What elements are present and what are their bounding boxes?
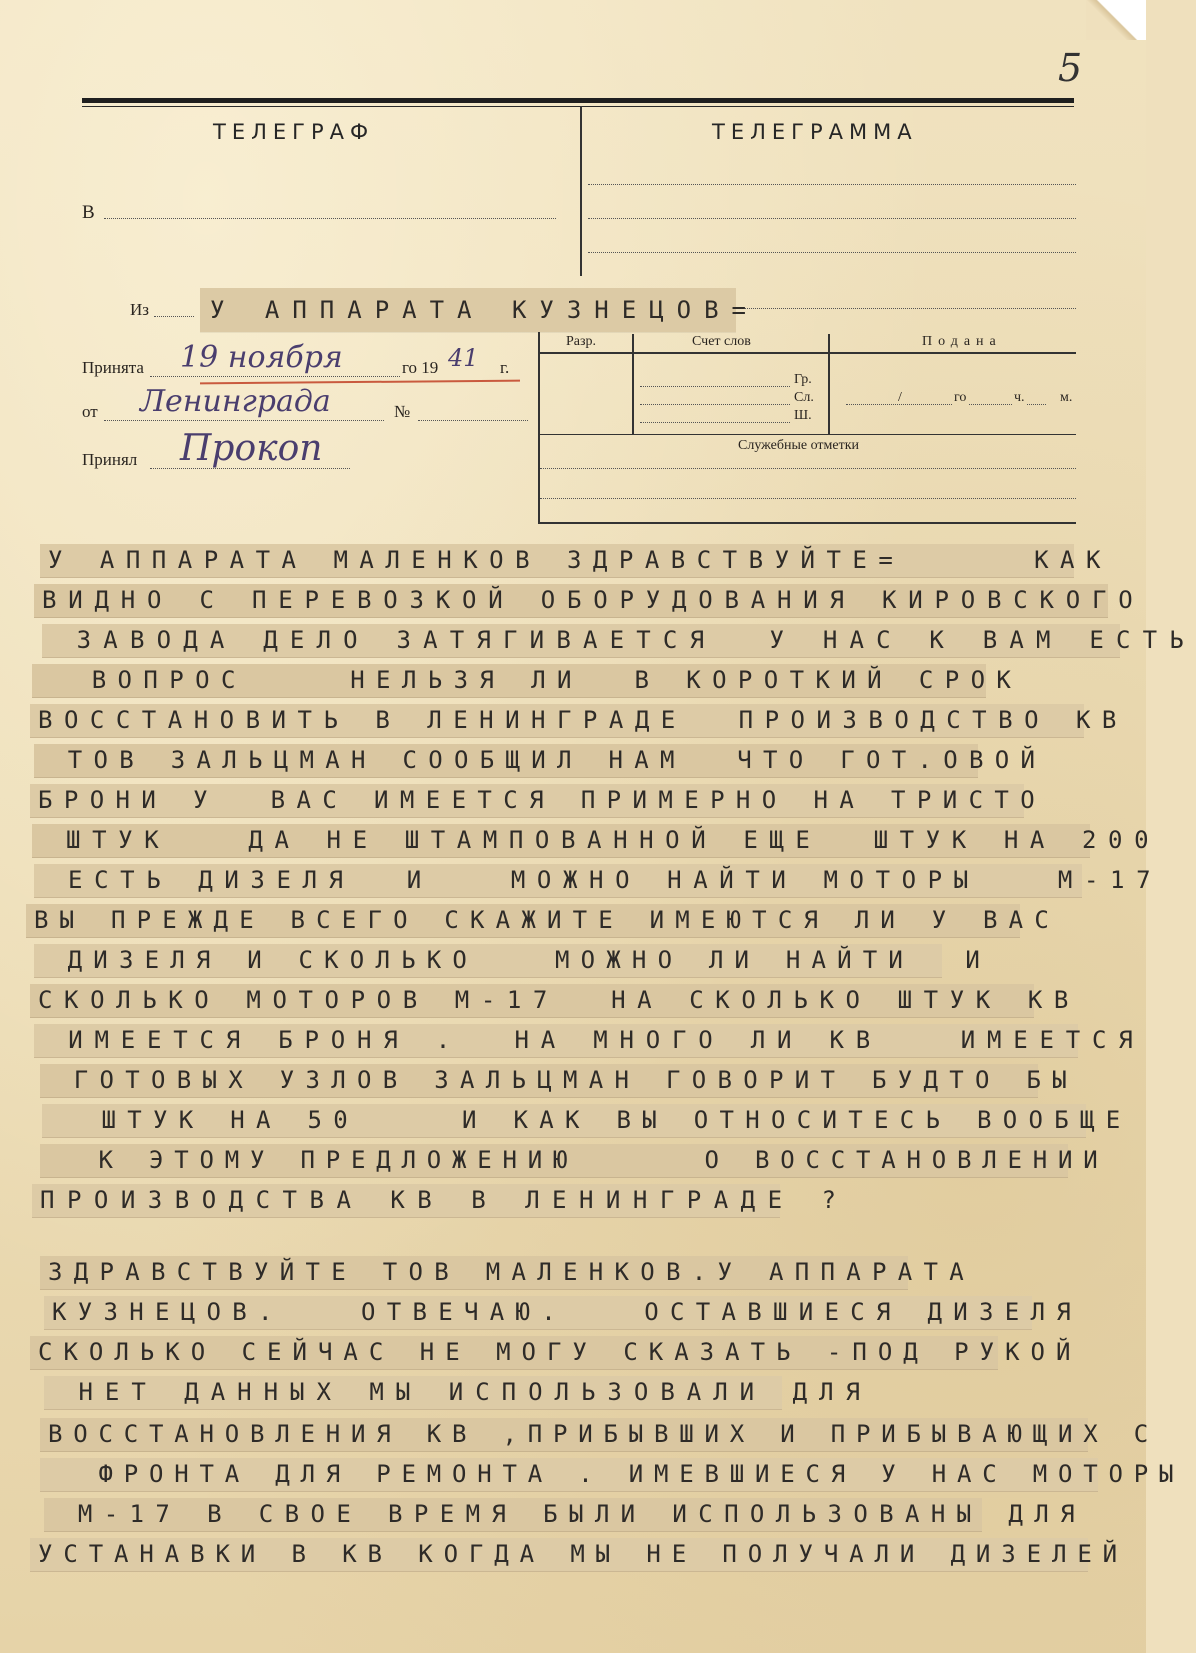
handwritten-date: 19 ноября <box>180 340 343 375</box>
tape-line-19: КУЗНЕЦОВ. ОТВЕЧАЮ. ОСТАВШИЕСЯ ДИЗЕЛЯ <box>44 1296 1032 1330</box>
form-top-rule-thin <box>82 106 1074 107</box>
podana-ch: ч. <box>1014 390 1025 405</box>
col-razr: Разр. <box>566 334 597 349</box>
field-ot-line <box>104 420 384 421</box>
tape-line-20: СКОЛЬКО СЕЙЧАС НЕ МОГУ СКАЗАТЬ -ПОД РУКОЙ <box>30 1336 998 1370</box>
field-iz-line-right <box>730 308 1076 309</box>
tape-line-5: ВОССТАНОВИТЬ В ЛЕНИНГРАДЕ ПРОИЗВОДСТВО КВ <box>30 704 1084 738</box>
service-box-top <box>538 352 1076 354</box>
page-number: 5 <box>1058 46 1083 90</box>
row-gr: Гр. <box>794 372 812 387</box>
tape-line-22: ВОССТАНОВЛЕНИЯ КВ ,ПРИБЫВШИХ И ПРИБЫВАЮЩИХ С <box>40 1418 1088 1452</box>
row-sl: Сл. <box>794 390 814 405</box>
podana-slash: / <box>898 390 902 405</box>
service-box-left <box>538 332 540 524</box>
sh-line <box>640 422 790 423</box>
page-corner <box>1086 0 1146 40</box>
podana-go: го <box>954 390 967 405</box>
tape-line-17: ПРОИЗВОДСТВА КВ В ЛЕНИНГРАДЕ ? <box>32 1184 780 1218</box>
tape-line-9: ЕСТЬ ДИЗЕЛЯ И МОЖНО НАЙТИ МОТОРЫ М-17 <box>34 864 1082 898</box>
tape-line-3: ЗАВОДА ДЕЛО ЗАТЯГИВАЕТСЯ У НАС К ВАМ ЕСТЬ <box>42 624 1120 658</box>
tape-line-8: ШТУК ДА НЕ ШТАМПОВАННОЙ ЕЩЕ ШТУК НА 200 <box>32 824 1090 858</box>
tape-line-1: У АППАРАТА МАЛЕНКОВ ЗДРАВСТВУЙТЕ= КАК <box>40 544 1074 578</box>
tape-line-21: НЕТ ДАННЫХ МЫ ИСПОЛЬЗОВАЛИ ДЛЯ <box>44 1376 782 1410</box>
service-col-div-1 <box>632 334 634 434</box>
label-g: г. <box>500 358 510 377</box>
field-v-line <box>104 218 556 219</box>
label-prinyal: Принял <box>82 450 138 469</box>
tape-line-25: УСТАНАВКИ В КВ КОГДА МЫ НЕ ПОЛУЧАЛИ ДИЗЕЛЕЙ <box>30 1538 1088 1572</box>
header-tape: У АППАРАТА КУЗНЕЦОВ= <box>200 288 736 332</box>
addr-line-1 <box>588 184 1076 185</box>
tape-line-15: ШТУК НА 50 И КАК ВЫ ОТНОСИТЕСЬ ВООБЩЕ <box>42 1104 1086 1138</box>
field-iz-line <box>154 316 194 317</box>
label-v: В <box>82 202 95 223</box>
addr-line-2 <box>588 218 1076 219</box>
form-top-rule <box>82 98 1074 103</box>
field-prinyata-line <box>150 376 400 377</box>
gr-line <box>640 386 790 387</box>
handwritten-year: 41 <box>448 344 479 372</box>
field-no-line <box>418 420 528 421</box>
label-ot: от <box>82 402 98 421</box>
service-box-bottom <box>538 522 1076 524</box>
label-go: го 19 <box>402 358 439 377</box>
tape-line-24: М-17 В СВОЕ ВРЕМЯ БЫЛИ ИСПОЛЬЗОВАНЫ ДЛЯ <box>44 1498 982 1532</box>
service-note-line-2 <box>540 498 1076 499</box>
tape-line-2: ВИДНО С ПЕРЕВОЗКОЙ ОБОРУДОВАНИЯ КИРОВСКОГО <box>34 584 1108 618</box>
addr-line-3 <box>588 252 1076 253</box>
handwritten-signature: Прокоп <box>180 428 323 469</box>
col-podana: Подана <box>922 334 1002 349</box>
tape-line-23: ФРОНТА ДЛЯ РЕМОНТА . ИМЕВШИЕСЯ У НАС МОТОРЫ <box>40 1458 1098 1492</box>
handwritten-city: Ленинграда <box>140 384 331 419</box>
tape-line-7: БРОНИ У ВАС ИМЕЕТСЯ ПРИМЕРНО НА ТРИСТО <box>30 784 1024 818</box>
podana-m: м. <box>1060 390 1073 405</box>
row-sh: Ш. <box>794 408 812 423</box>
sluzhebnye-otmetki: Служебные отметки <box>738 438 859 453</box>
tape-line-11: ДИЗЕЛЯ И СКОЛЬКО МОЖНО ЛИ НАЙТИ И <box>34 944 942 978</box>
sl-line <box>640 404 790 405</box>
tape-line-12: СКОЛЬКО МОТОРОВ М-17 НА СКОЛЬКО ШТУК КВ <box>30 984 1034 1018</box>
form-column-divider <box>580 106 582 276</box>
header-telegramma: ТЕЛЕГРАММА <box>712 120 918 144</box>
tape-line-4: ВОПРОС НЕЛЬЗЯ ЛИ В КОРОТКИЙ СРОК <box>32 664 986 698</box>
tape-line-10: ВЫ ПРЕЖДЕ ВСЕГО СКАЖИТЕ ИМЕЮТСЯ ЛИ У ВАС <box>26 904 1020 938</box>
tape-line-14: ГОТОВЫХ УЗЛОВ ЗАЛЬЦМАН ГОВОРИТ БУДТО БЫ <box>40 1064 1038 1098</box>
header-telegraf: ТЕЛЕГРАФ <box>213 120 375 144</box>
tape-line-13: ИМЕЕТСЯ БРОНЯ . НА МНОГО ЛИ КВ ИМЕЕТСЯ <box>34 1024 1078 1058</box>
label-prinyata: Принята <box>82 358 144 377</box>
label-no: № <box>394 402 411 421</box>
service-mid-rule <box>538 434 1076 435</box>
label-iz: Из <box>130 300 149 319</box>
tape-line-6: ТОВ ЗАЛЬЦМАН СООБЩИЛ НАМ ЧТО ГОТ.ОВОЙ <box>34 744 978 778</box>
tape-line-16: К ЭТОМУ ПРЕДЛОЖЕНИЮ О ВОССТАНОВЛЕНИИ <box>40 1144 1068 1178</box>
service-col-div-2 <box>828 334 830 434</box>
col-schet: Счет слов <box>692 334 751 349</box>
tape-line-18: ЗДРАВСТВУЙТЕ ТОВ МАЛЕНКОВ.У АППАРАТА <box>40 1256 908 1290</box>
service-note-line-1 <box>540 468 1076 469</box>
